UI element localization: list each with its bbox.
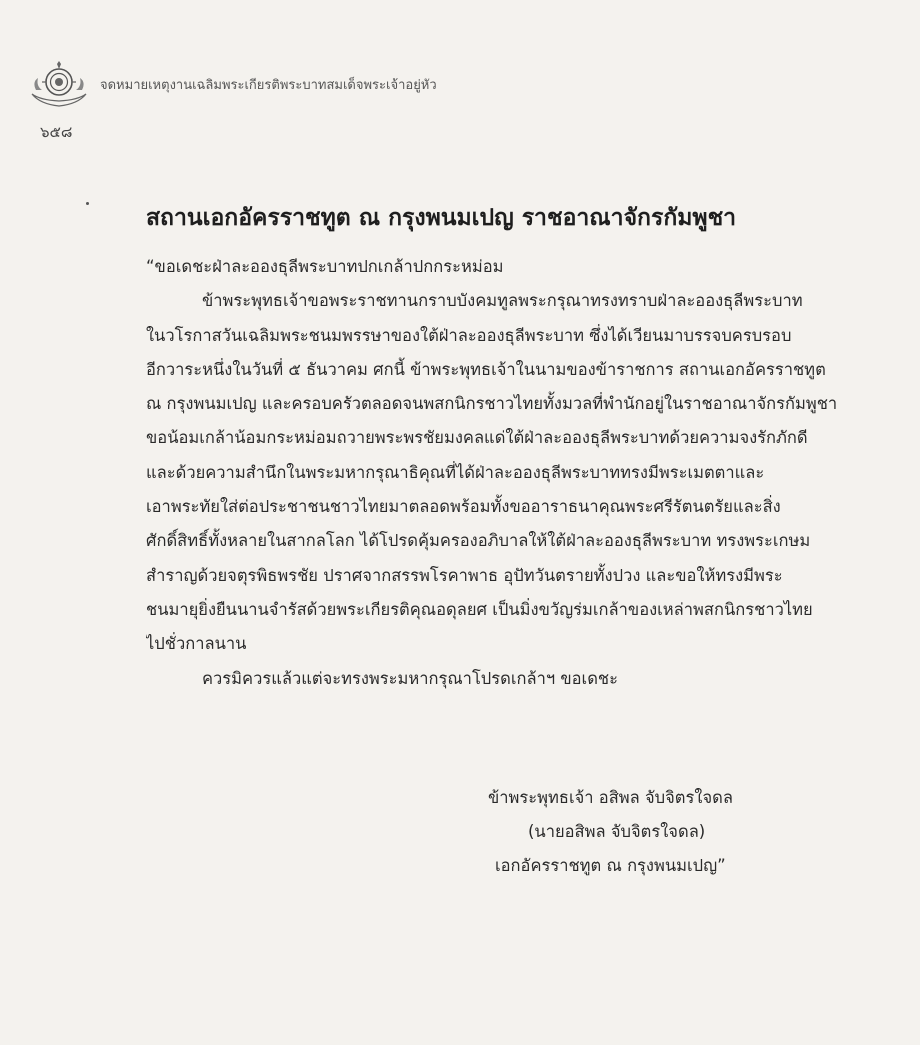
salutation: “ขอเดชะฝ่าละอองธุลีพระบาทปกเกล้าปกกระหม่อม	[146, 257, 504, 276]
page-number: ๖๕๘	[40, 123, 73, 141]
body-line: ศักดิ์สิทธิ์ทั้งหลายในสากลโลก ได้โปรดคุ้มครองอภิบาลให้ใต้ฝ่าละอองธุลีพระบาท ทรงพระเกษม	[146, 531, 811, 551]
closing-line: ควรมิควรแล้วแต่จะทรงพระมหากรุณาโปรดเกล้าฯ ขอเดชะ	[202, 668, 618, 688]
letter-heading: สถานเอกอัครราชทูต ณ กรุงพนมเปญ ราชอาณาจักรกัมพูชา	[146, 205, 737, 231]
signatory-title: เอกอัครราชทูต ณ กรุงพนมเปญ”	[495, 856, 726, 875]
body-line: ไปชั่วกาลนาน	[146, 634, 247, 654]
body-line: ข้าพระพุทธเจ้าขอพระราชทานกราบบังคมทูลพระกรุณาทรงทราบฝ่าละอองธุลีพระบาท	[202, 291, 803, 311]
body-line: ณ กรุงพนมเปญ และครอบครัวตลอดจนพสกนิกรชาวไทยทั้งมวลที่พำนักอยู่ในราชอาณาจักรกัมพูชา	[146, 394, 838, 414]
body-line: สำราญด้วยจตุรพิธพรชัย ปราศจากสรรพโรคาพาธ อุปัทวันตรายทั้งปวง และขอให้ทรงมีพระ	[146, 565, 783, 585]
signature-line: ข้าพระพุทธเจ้า อสิพล จับจิตรใจดล	[488, 788, 733, 807]
body-line: และด้วยความสำนึกในพระมหากรุณาธิคุณที่ได้ฝ่าละอองธุลีพระบาททรงมีพระเมตตาและ	[146, 462, 765, 482]
signatory-name: (นายอสิพล จับจิตรใจดล)	[528, 822, 706, 841]
ink-speck	[86, 202, 89, 205]
body-line: เอาพระทัยใส่ต่อประชาชนชาวไทยมาตลอดพร้อมทั้งขออาราธนาคุณพระศรีรัตนตรัยและสิ่ง	[146, 497, 781, 517]
body-line: ในวโรกาสวันเฉลิมพระชนมพรรษาของใต้ฝ่าละอองธุลีพระบาท ซึ่งได้เวียนมาบรรจบครบรอบ	[146, 325, 792, 345]
body-line: ขอน้อมเกล้าน้อมกระหม่อมถวายพระพรชัยมงคลแด่ใต้ฝ่าละอองธุลีพระบาทด้วยความจงรักภักดี	[146, 428, 808, 448]
body-line: อีกวาระหนึ่งในวันที่ ๕ ธันวาคม ศกนี้ ข้าพระพุทธเจ้าในนามของข้าราชการ สถานเอกอัครราชทูต	[146, 359, 826, 379]
royal-emblem-icon	[28, 60, 90, 110]
running-header: จดหมายเหตุงานเฉลิมพระเกียรติพระบาทสมเด็จพระเจ้าอยู่หัว	[100, 78, 437, 93]
letter-body	[146, 250, 912, 696]
body-line: ชนมายุยิ่งยืนนานจำรัสด้วยพระเกียรติคุณอดุลยศ เป็นมิ่งขวัญร่มเกล้าของเหล่าพสกนิกรชาวไทย	[146, 599, 813, 619]
